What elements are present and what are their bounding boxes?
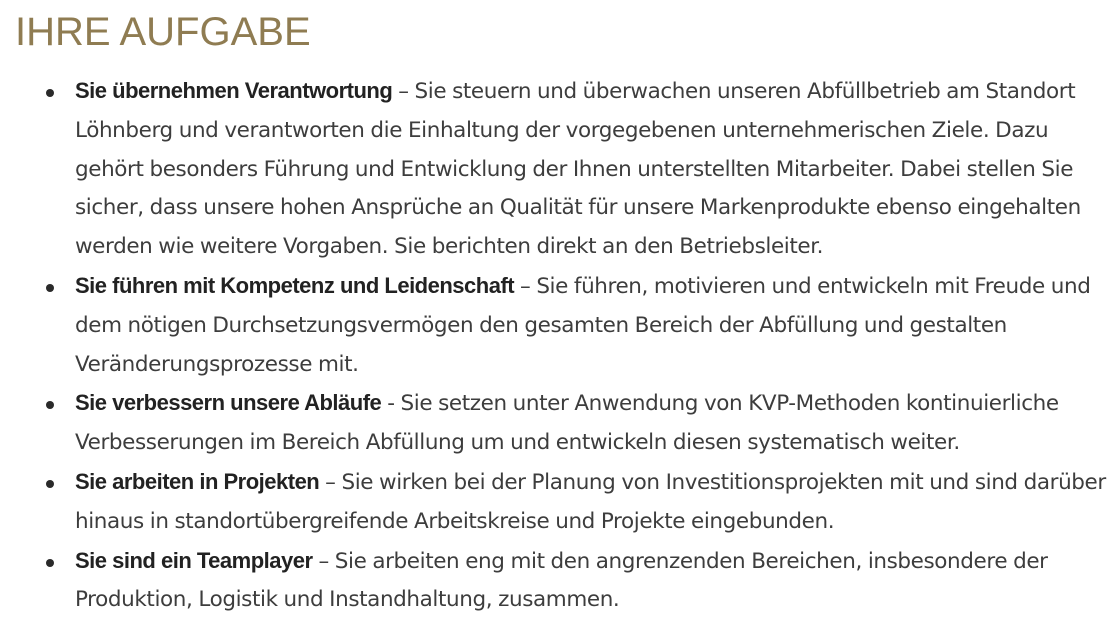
- task-item-teamplayer: [75, 542, 1111, 621]
- task-heading: Sie arbeiten in Projekten: [75, 468, 320, 494]
- task-item-responsibility: [75, 72, 1111, 267]
- bullet-icon: [46, 284, 54, 292]
- task-description: Sie wirken bei der Planung von Investitionsprojekten mit und sind darüber hinaus in standortübergreifende Arbeitskreise und Projekte eingebunden.: [75, 469, 1106, 534]
- task-description: Sie setzen unter Anwendung von KVP-Methoden kontinuierliche Verbesserungen im Bereich Abfüllung um und entwickeln diesen systematisch weiter.: [75, 391, 1059, 456]
- task-item-leadership: [75, 267, 1111, 384]
- bullet-icon: [46, 89, 54, 97]
- task-separator: -: [381, 391, 401, 417]
- task-separator: –: [514, 273, 537, 299]
- bullet-icon: [46, 559, 54, 567]
- task-heading: Sie verbessern unsere Abläufe: [75, 390, 382, 416]
- task-heading: Sie führen mit Kompetenz und Leidenschaft: [75, 272, 515, 298]
- section-title: IHRE AUFGABE: [15, 10, 311, 54]
- task-separator: –: [319, 469, 342, 495]
- task-heading: Sie übernehmen Verantwortung: [75, 78, 393, 103]
- task-description: Sie führen, motivieren und entwickeln mit Freude und dem nötigen Durchsetzungsvermögen den gesamten Bereich der Abfüllung und gestalten Veränderungsprozesse mit.: [75, 273, 1091, 377]
- bullet-icon: [46, 480, 54, 488]
- task-item-projects: [75, 463, 1111, 542]
- task-separator: –: [312, 548, 335, 574]
- task-item-processes: [75, 384, 1111, 463]
- bullet-icon: [46, 401, 54, 409]
- task-heading: Sie sind ein Teamplayer: [75, 547, 313, 573]
- task-list: [75, 72, 1111, 620]
- task-separator: –: [392, 79, 415, 104]
- task-description: Sie arbeiten eng mit den angrenzenden Bereichen, insbesondere der Produktion, Logistik und Instandhaltung, zusammen.: [75, 548, 1048, 613]
- task-description: Sie steuern und überwachen unseren Abfüllbetrieb am Standort Löhnberg und verantworten die Einhaltung der vorgegebenen unternehmerischen Ziele. Dazu gehört besonders Führung und Entwicklung der Ihnen unterstellten Mitarbeiter. Dabei stellen Sie sicher, dass unsere hohen Ansprüche an Qualität für unsere Markenprodukte ebenso eingehalten werden wie weitere Vorgaben. Sie berichten direkt an den Betriebsleiter.: [75, 79, 1081, 260]
